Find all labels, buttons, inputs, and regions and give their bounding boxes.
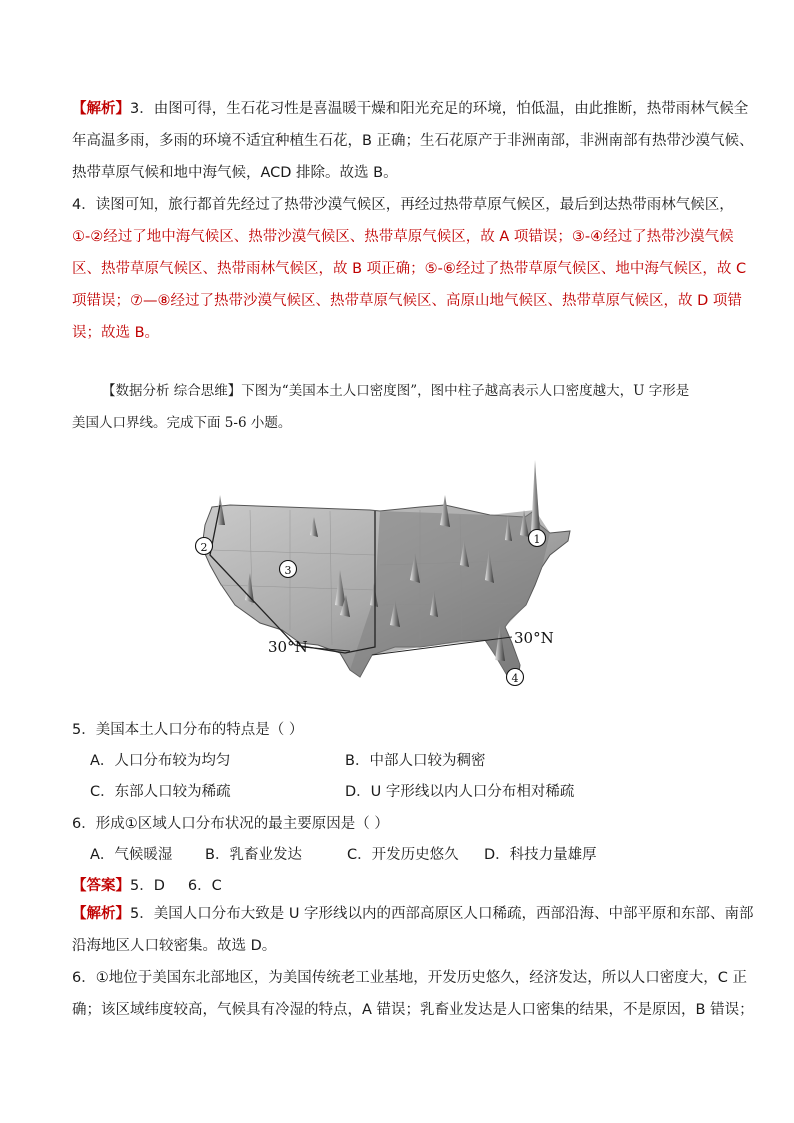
question-intro <box>72 375 732 439</box>
analysis-4-line-5: 误；故选 B。 <box>72 325 160 341</box>
analysis-3 <box>72 93 754 189</box>
region-marker-3 <box>280 561 297 578</box>
question-5-option-b: B．中部人口较为稠密 <box>345 753 486 769</box>
question-6-option-c: C．开发历史悠久 <box>347 847 459 863</box>
analysis-tag-2: 【解析】 <box>72 906 130 922</box>
analysis-tag: 【解析】 <box>72 101 130 117</box>
svg-text:3: 3 <box>284 564 292 577</box>
us-population-density-map <box>190 455 580 695</box>
analysis-5-6-line-4: 确；该区域纬度较高，气候具有冷湿的特点，A 错误；乳畜业发达是人口密集的结果，不是原因，B 错误； <box>72 1002 754 1018</box>
analysis-4 <box>72 189 747 349</box>
answer-text: 5．D 6．C <box>130 878 222 894</box>
question-6-option-b: B．乳畜业发达 <box>205 847 302 863</box>
analysis-5-6-line-2: 沿海地区人口较密集。故选 D。 <box>72 938 277 954</box>
analysis-3-line-1: 【解析】3．由图可得，生石花习性是喜温暖干燥和阳光充足的环境，怕低温，由此推断，热带雨林气候全 <box>72 101 749 117</box>
region-marker-2 <box>196 538 213 555</box>
analysis-4-line-4: 项错误；⑦—⑧经过了热带沙漠气候区、热带草原气候区、高原山地气候区、热带草原气候区，故 D 项错 <box>72 293 742 309</box>
eastern-shading <box>350 510 550 677</box>
lat-label-west: 30°N <box>268 638 308 656</box>
analysis-4-line-2: ①-②经过了地中海气候区、热带沙漠气候区、热带草原气候区，故 A 项错误；③-④经过了热带沙漠气候 <box>72 229 734 245</box>
svg-text:4: 4 <box>511 672 519 685</box>
question-5-option-d: D．U 字形线以内人口分布相对稀疏 <box>345 784 575 800</box>
analysis-3-line-2: 年高温多雨，多雨的环境不适宜种植生石花，B 正确；生石花原产于非洲南部，非洲南部有热带沙漠气候、 <box>72 133 754 149</box>
analysis-4-line-1: 4．读图可知，旅行都首先经过了热带沙漠气候区，再经过热带草原气候区，最后到达热带雨林气候区， <box>72 197 734 213</box>
region-marker-4 <box>507 669 524 686</box>
intro-line-1: 【数据分析 综合思维】下图为“美国本土人口密度图”，图中柱子越高表示人口密度越大，U 字形是 <box>102 383 690 399</box>
question-6-option-d: D．科技力量雄厚 <box>484 847 597 863</box>
analysis-4-line-3: 区、热带草原气候区、热带雨林气候区，故 B 项正确；⑤-⑥经过了热带草原气候区、地中海气候区，故 C <box>72 261 747 277</box>
lat-label-east: 30°N <box>514 629 554 647</box>
answer-tag: 【答案】 <box>72 878 130 894</box>
question-5-option-c: C．东部人口较为稀疏 <box>90 784 231 800</box>
svg-text:2: 2 <box>200 541 208 554</box>
analysis-5-6-line-3: 6．①地位于美国东北部地区，为美国传统老工业基地，开发历史悠久，经济发达，所以人口密度大，C 正 <box>72 970 747 986</box>
analysis-5-6-line-1: 【解析】5．美国人口分布大致是 U 字形线以内的西部高原区人口稀疏，西部沿海、中部平原和东部、南部 <box>72 906 754 922</box>
svg-text:1: 1 <box>533 533 541 546</box>
answer-line <box>72 874 732 895</box>
region-marker-1 <box>529 530 546 547</box>
analysis-3-line-3: 热带草原气候和地中海气候，ACD 排除。故选 B。 <box>72 165 398 181</box>
question-5-option-a: A．人口分布较为均匀 <box>90 753 231 769</box>
analysis-5-6 <box>72 898 754 1026</box>
question-5-stem: 5．美国本土人口分布的特点是（ ） <box>72 722 304 738</box>
question-6-stem: 6．形成①区域人口分布状况的最主要原因是（ ） <box>72 816 389 832</box>
question-6-option-a: A．气候暖湿 <box>90 847 173 863</box>
intro-line-2: 美国人口界线。完成下面 5-6 小题。 <box>72 415 292 431</box>
